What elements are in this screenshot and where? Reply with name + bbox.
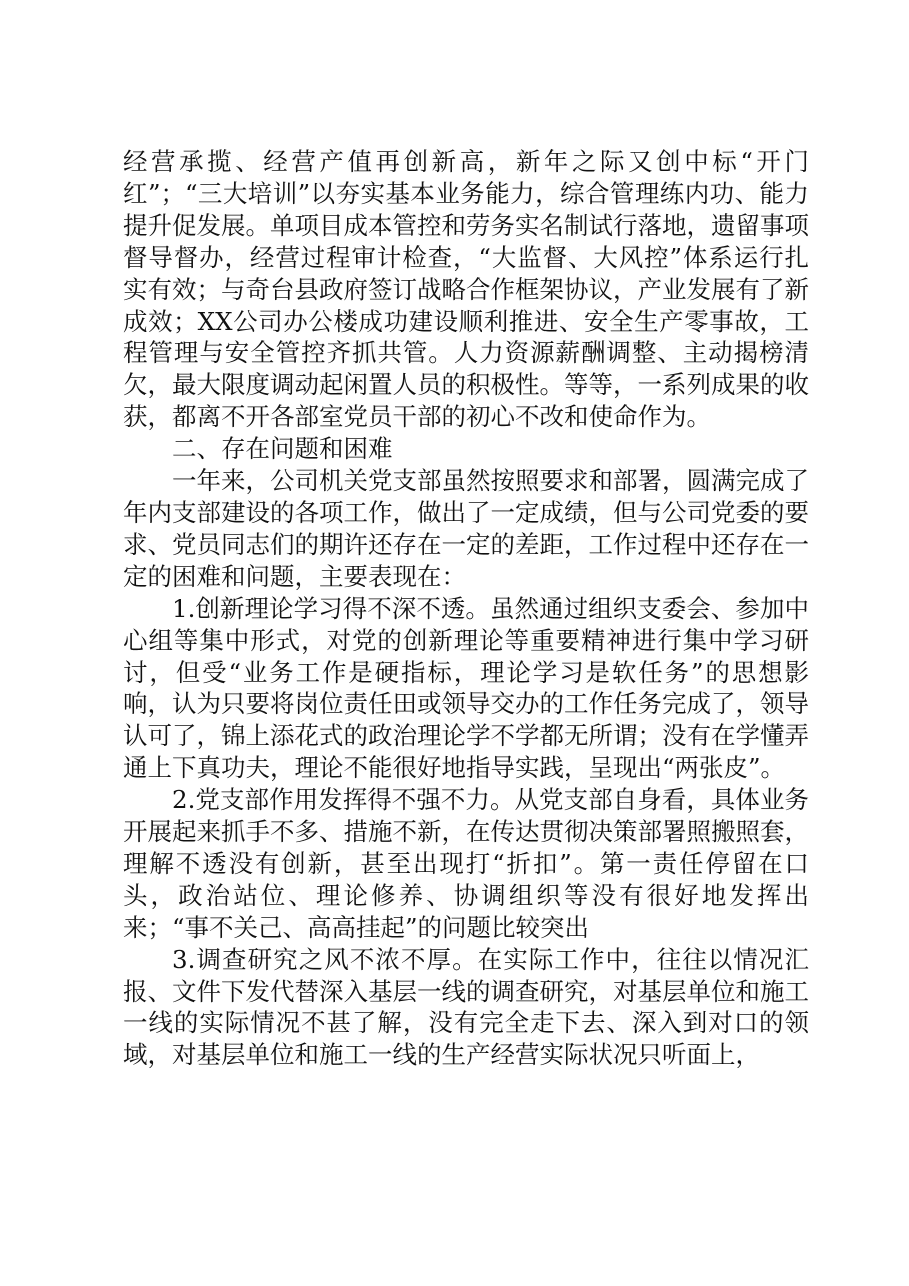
section-heading-problems: 二、存在问题和困难 [172, 434, 393, 464]
paragraph-problem-3: 3.调查研究之风不浓不厚。在实际工作中，往往以情况汇报、文件下发代替深入基层一线的调查研究，对基层单位和施工一线的实际情况不甚了解，没有完全走下去、深入到对口的领域，对基层单位和施工一线的生产经营实际状况只听面上， [123, 944, 809, 1070]
document-page [123, 146, 809, 1071]
paragraph-problem-1: 1.创新理论学习得不深不透。虽然通过组织支委会、参加中心组等集中形式，对党的创新理论等重要精神进行集中学习研讨，但受“业务工作是硬指标，理论学习是软任务”的思想影响，认为只要将岗位责任田或领导交办的工作任务完成了，领导认可了，锦上添花式的政治理论学不学都无所谓；没有在学懂弄通上下真功夫，理论不能很好地指导实践，呈现出“两张皮”。 [123, 593, 809, 783]
paragraph-achievements-continuation: 经营承揽、经营产值再创新高，新年之际又创中标“开门红”；“三大培训”以夯实基本业务能力，综合管理练内功、能力提升促发展。单项目成本管控和劳务实名制试行落地，遗留事项督导督办，经营过程审计检查，“大监督、大风控”体系运行扎实有效；与奇台县政府签订战略合作框架协议，产业发展有了新成效；XX公司办公楼成功建设顺利推进、安全生产零事故，工程管理与安全管控齐抓共管。人力资源薪酬调整、主动揭榜清欠，最大限度调动起闲置人员的积极性。等等，一系列成果的收获，都离不开各部室党员干部的初心不改和使命作为。 [123, 147, 809, 432]
paragraph-problem-2: 2.党支部作用发挥得不强不力。从党支部自身看，具体业务开展起来抓手不多、措施不新，在传达贯彻决策部署照搬照套，理解不透没有创新，甚至出现打“折扣”。第一责任停留在口头，政治站位、理论修养、协调组织等没有很好地发挥出来；“事不关己、高高挂起”的问题比较突出 [123, 785, 809, 942]
paragraph-problems-intro: 一年来，公司机关党支部虽然按照要求和部署，圆满完成了年内支部建设的各项工作，做出了一定成绩，但与公司党委的要求、党员同志们的期许还存在一定的差距，工作过程中还存在一定的困难和问题，主要表现在： [123, 466, 809, 591]
